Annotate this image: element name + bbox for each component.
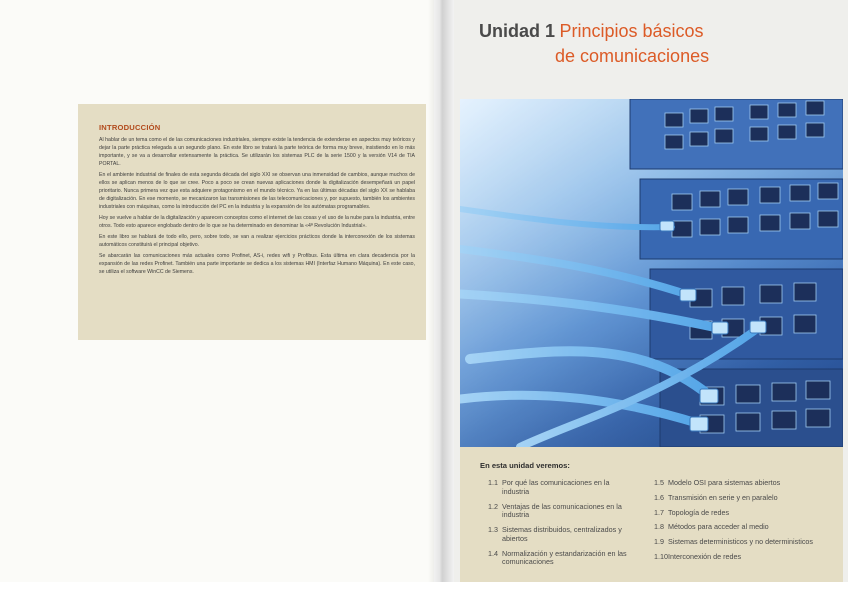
intro-paragraph: Hoy se vuelve a hablar de la digitalización y aparecen conceptos como el internet de las cosas y el uso de la nube para la industria, entre otros. Todo esto aparece englobado dentro de lo que se ha determinado en denominar la «4ª Revolución Industrial». xyxy=(99,214,415,229)
toc-item-number: 1.4 xyxy=(488,548,498,558)
unit-contents-box xyxy=(460,447,843,582)
introduction-heading: INTRODUCCIÓN xyxy=(99,123,161,132)
toc-item-text: Por qué las comunicaciones en la industria xyxy=(502,478,610,496)
unit-title-block xyxy=(479,22,709,67)
contents-column-2 xyxy=(654,479,838,568)
toc-item xyxy=(654,538,838,547)
toc-item-text: Ventajas de las comunicaciones en la industria xyxy=(502,501,622,520)
toc-item-text: Interconexión de redes xyxy=(668,551,742,561)
toc-item-text: Modelo OSI para sistemas abiertos xyxy=(668,478,781,487)
introduction-box xyxy=(78,104,426,340)
intro-paragraph: En el ambiente industrial de finales de esta segunda década del siglo XXI se observan una inmensidad de cambios, aunque muchos de ellos se aplican menos de lo que se cree. Poco a poco se crean nuevas aplicaciones donde la digitalización desempeñará un papel prioritario. Nunca primera vez que esta adquiere protagonismo en el mundo técnico. Ya en las últimas décadas del siglo XX se hablaba de digitalización. En ese momento, se mecanizaron las transmisiones de las telecomunicaciones y, por supuesto, también los ambientes industriales con máquinas, como la introducción del PC en la industria y la expansión de los autómatas programables. xyxy=(99,172,415,210)
unit-number-label: Unidad 1 xyxy=(479,21,556,41)
toc-item-text: Sistemas deterministicos y no deterministicos xyxy=(668,537,813,547)
toc-item-number: 1.7 xyxy=(654,507,664,517)
toc-item-number: 1.6 xyxy=(654,492,664,502)
intro-paragraph: Al hablar de un tema como el de las comunicaciones industriales, siempre existe la tendencia de extenderse en aspectos muy teóricos y dejar la parte práctica relegada a un segundo plano. En este libro se tratará la parte teórica de forma muy breve, insistiendo en lo más importante, y se va a desarrollar extensamente la práctica. Se utilizarán los sistemas PLC de la serie 1500 y la versión V14 de TIA PORTAL. xyxy=(99,137,415,167)
toc-item-text: Transmisión en serie y en paralelo xyxy=(668,492,778,502)
network-switch-illustration xyxy=(460,99,843,447)
intro-paragraph: Se abarcarán las comunicaciones más actuales como Profinet, AS-i, redes wifi y Profibus. Esta última en clara decadencia por la expansión de las redes Profinet. También una parte importante se dedica a los sistemas HMI (Interfaz Humano Máquina). En este caso, se utiliza el software WinCC de Siemens. xyxy=(99,253,415,276)
toc-item xyxy=(488,550,636,568)
unit-title-line2: de comunicaciones xyxy=(555,46,710,66)
toc-item xyxy=(654,523,838,532)
toc-item-number: 1.10 xyxy=(654,551,668,561)
book-gutter-shadow xyxy=(428,0,454,582)
toc-item-text: Sistemas distribuidos, centralizados y abiertos xyxy=(502,525,622,543)
toc-item xyxy=(654,494,838,503)
toc-item-number: 1.1 xyxy=(488,478,498,487)
unit-title-line1: Principios básicos xyxy=(559,21,704,41)
toc-item-number: 1.8 xyxy=(654,522,664,532)
toc-item-number: 1.9 xyxy=(654,537,664,547)
toc-item xyxy=(654,509,838,518)
toc-item xyxy=(488,526,636,544)
contents-heading: En esta unidad veremos: xyxy=(480,461,570,470)
toc-item-text: Normalización y estandarización en las comunicaciones xyxy=(502,548,627,567)
contents-column-1 xyxy=(488,479,636,573)
network-cables-photo xyxy=(460,99,843,447)
toc-item-text: Métodos para acceder al medio xyxy=(668,522,769,532)
toc-item-text: Topología de redes xyxy=(668,507,730,517)
intro-paragraph: En este libro se hablará de todo ello, pero, sobre todo, se van a realizar ejercicios prácticos donde la interconexión de los sistemas automáticos constituirá el principal objetivo. xyxy=(99,234,415,249)
toc-item xyxy=(654,479,838,488)
toc-item-number: 1.5 xyxy=(654,478,664,487)
toc-item-number: 1.2 xyxy=(488,501,498,511)
toc-item-number: 1.3 xyxy=(488,525,498,535)
scan-bottom-margin xyxy=(0,582,848,599)
toc-item xyxy=(488,503,636,521)
toc-item xyxy=(488,479,636,497)
toc-item xyxy=(654,553,838,562)
